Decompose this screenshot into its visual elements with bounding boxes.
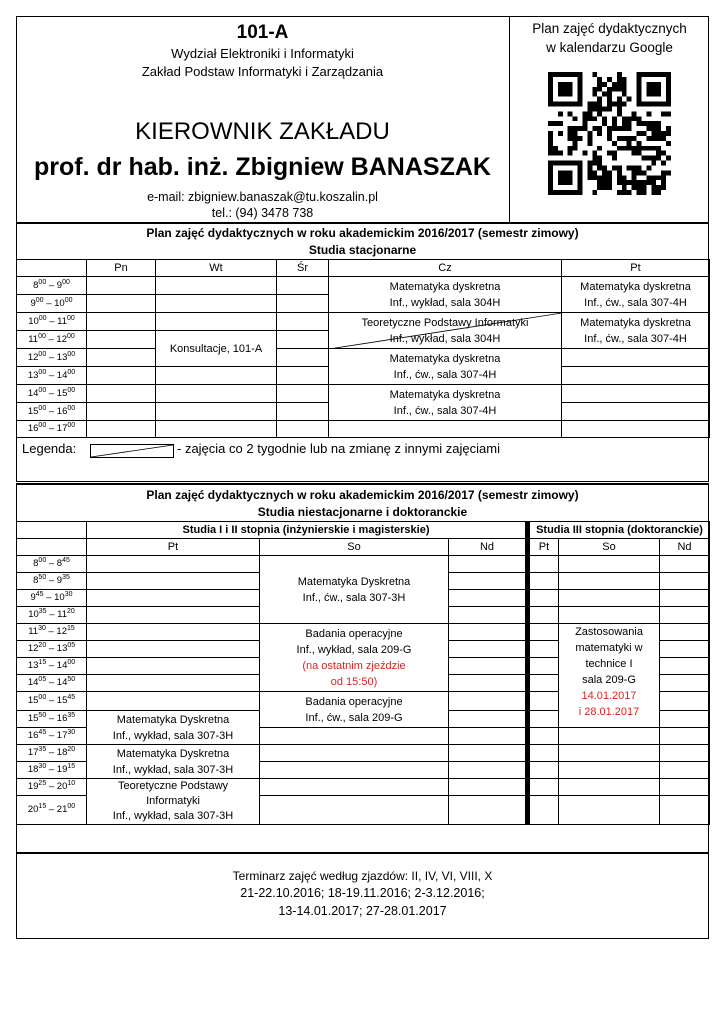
room-number: 101-A bbox=[236, 22, 289, 43]
empty-cell bbox=[87, 403, 156, 421]
empty-cell bbox=[449, 796, 526, 825]
empty-cell bbox=[87, 277, 156, 295]
time-slot: $11^{00} - 12^{00}$ bbox=[17, 331, 87, 349]
time-slot: $20^{15} - 21^{00}$ bbox=[17, 796, 87, 825]
empty-cell bbox=[449, 728, 526, 745]
empty-cell bbox=[260, 728, 449, 745]
empty-cell bbox=[559, 745, 660, 762]
time-slot: $15^{00} - 16^{00}$ bbox=[17, 403, 87, 421]
empty-cell bbox=[660, 573, 710, 590]
schedule-line2: 21-22.10.2016; 18-19.11.2016; 2-3.12.2016; bbox=[240, 886, 485, 900]
empty-cell bbox=[660, 658, 710, 675]
empty-cell bbox=[156, 403, 277, 421]
day-header: Pn bbox=[87, 260, 156, 277]
empty-cell bbox=[660, 728, 710, 745]
time-slot: $16^{00} - 17^{00}$ bbox=[17, 421, 87, 438]
empty-cell bbox=[156, 277, 277, 295]
empty-cell bbox=[277, 421, 329, 438]
class-cell: Matematyka dyskretna Inf., ćw., sala 307-4H bbox=[329, 385, 562, 421]
day-header: Nd bbox=[660, 539, 710, 556]
empty-cell bbox=[449, 745, 526, 762]
time-slot: $8^{00} - 8^{45}$ bbox=[17, 556, 87, 573]
empty-cell bbox=[449, 692, 526, 711]
day-header: Pt bbox=[87, 539, 260, 556]
parttime-title: Plan zajęć dydaktycznych w roku akademickim 2016/2017 (semestr zimowy) bbox=[146, 488, 579, 502]
time-slot: $10^{00} - 11^{00}$ bbox=[17, 313, 87, 331]
phd-class-cell: Zastosowania matematyki w technice I sala 209-G 14.01.2017 i 28.01.2017 bbox=[559, 624, 660, 728]
empty-cell bbox=[660, 607, 710, 624]
group-header-phd: Studia III stopnia (doktoranckie) bbox=[530, 522, 710, 539]
empty-cell bbox=[260, 796, 449, 825]
empty-cell bbox=[449, 624, 526, 641]
email: e-mail: zbigniew.banaszak@tu.koszalin.pl bbox=[147, 190, 378, 204]
class-cell: Teoretyczne Podstawy Informatyki Inf., wykład, sala 307-3H bbox=[87, 779, 260, 825]
empty-cell bbox=[87, 331, 156, 349]
empty-cell bbox=[156, 295, 277, 313]
empty-cell bbox=[449, 641, 526, 658]
empty-cell bbox=[562, 349, 710, 367]
time-slot: $15^{00} - 15^{45}$ bbox=[17, 692, 87, 711]
time-slot: $14^{05} - 14^{50}$ bbox=[17, 675, 87, 692]
empty-cell bbox=[260, 762, 449, 779]
corner-cell bbox=[17, 522, 87, 539]
empty-cell bbox=[660, 556, 710, 573]
empty-cell bbox=[87, 641, 260, 658]
empty-cell bbox=[660, 796, 710, 825]
class-cell: Matematyka Dyskretna Inf., ćw., sala 307-3H bbox=[260, 556, 449, 624]
empty-cell bbox=[530, 590, 559, 607]
time-slot: $9^{45} - 10^{30}$ bbox=[17, 590, 87, 607]
empty-cell bbox=[260, 779, 449, 796]
empty-cell bbox=[87, 313, 156, 331]
empty-cell bbox=[87, 675, 260, 692]
day-header: Śr bbox=[277, 260, 329, 277]
empty-cell bbox=[277, 367, 329, 385]
empty-cell bbox=[660, 745, 710, 762]
empty-cell bbox=[87, 624, 260, 641]
day-header: Pt bbox=[530, 539, 559, 556]
day-header: Nd bbox=[449, 539, 526, 556]
empty-cell bbox=[156, 313, 277, 331]
empty-cell bbox=[559, 762, 660, 779]
empty-cell bbox=[559, 796, 660, 825]
empty-cell bbox=[530, 675, 559, 692]
empty-cell bbox=[87, 367, 156, 385]
empty-cell bbox=[156, 385, 277, 403]
empty-cell bbox=[530, 573, 559, 590]
empty-cell bbox=[562, 367, 710, 385]
empty-cell bbox=[530, 556, 559, 573]
calendar-label-line1: Plan zajęć dydaktycznych bbox=[532, 21, 687, 36]
class-cell: Matematyka dyskretna Inf., ćw., sala 307-4H bbox=[329, 349, 562, 385]
empty-cell bbox=[87, 590, 260, 607]
department-name: Zakład Podstaw Informatyki i Zarządzania bbox=[141, 64, 384, 79]
empty-cell bbox=[562, 385, 710, 403]
time-slot: $19^{25} - 20^{10}$ bbox=[17, 779, 87, 796]
empty-cell bbox=[329, 421, 562, 438]
empty-cell bbox=[559, 573, 660, 590]
consultation-cell: Konsultacje, 101-A bbox=[156, 331, 277, 367]
day-header: Pt bbox=[562, 260, 710, 277]
time-slot: $13^{15} - 14^{00}$ bbox=[17, 658, 87, 675]
empty-cell bbox=[530, 692, 559, 711]
empty-cell bbox=[660, 762, 710, 779]
empty-cell bbox=[660, 779, 710, 796]
stationary-table bbox=[16, 259, 710, 438]
class-cell: Matematyka dyskretna Inf., ćw., sala 307-4H bbox=[562, 277, 710, 313]
biweekly-class-cell: Teoretyczne Podstawy Informatyki Inf., wykład, sala 304H bbox=[329, 313, 562, 349]
empty-cell bbox=[559, 779, 660, 796]
day-header: Cz bbox=[329, 260, 562, 277]
calendar-label-line2: w kalendarzu Google bbox=[546, 40, 673, 55]
group-header-undergrad: Studia I i II stopnia (inżynierskie i magisterskie) bbox=[87, 522, 526, 539]
time-slot: $8^{00} - 9^{00}$ bbox=[17, 277, 87, 295]
empty-cell bbox=[660, 692, 710, 711]
time-slot: $9^{00} - 10^{00}$ bbox=[17, 295, 87, 313]
empty-cell bbox=[156, 421, 277, 438]
class-cell: Badania operacyjne Inf., wykład, sala 209-G (na ostatnim zjeździe od 15:50) bbox=[260, 624, 449, 692]
class-cell: Matematyka Dyskretna Inf., wykład, sala 307-3H bbox=[87, 711, 260, 745]
empty-cell bbox=[530, 796, 559, 825]
time-slot: $12^{20} - 13^{05}$ bbox=[17, 641, 87, 658]
empty-cell bbox=[87, 692, 260, 711]
empty-cell bbox=[277, 385, 329, 403]
day-header: So bbox=[260, 539, 449, 556]
empty-cell bbox=[449, 779, 526, 796]
empty-cell bbox=[559, 728, 660, 745]
parttime-table bbox=[16, 521, 710, 825]
class-cell: Matematyka Dyskretna Inf., wykład, sala 307-3H bbox=[87, 745, 260, 779]
time-slot: $18^{30} - 19^{15}$ bbox=[17, 762, 87, 779]
parttime-subtitle: Studia niestacjonarne i doktoranckie bbox=[257, 505, 468, 519]
empty-cell bbox=[530, 728, 559, 745]
legend-swatch bbox=[90, 444, 174, 458]
time-slot: $12^{00} - 13^{00}$ bbox=[17, 349, 87, 367]
stationary-title: Plan zajęć dydaktycznych w roku akademickim 2016/2017 (semestr zimowy) bbox=[146, 226, 579, 240]
stationary-subtitle: Studia stacjonarne bbox=[308, 243, 417, 257]
legend-text: - zajęcia co 2 tygodnie lub na zmianę z innymi zajęciami bbox=[177, 441, 500, 456]
empty-cell bbox=[449, 675, 526, 692]
empty-cell bbox=[530, 641, 559, 658]
empty-cell bbox=[530, 624, 559, 641]
role-title: KIEROWNIK ZAKŁADU bbox=[135, 118, 390, 145]
time-slot: $11^{30} - 12^{15}$ bbox=[17, 624, 87, 641]
biweekly-marker bbox=[329, 313, 562, 349]
empty-cell bbox=[559, 556, 660, 573]
time-slot: $16^{45} - 17^{30}$ bbox=[17, 728, 87, 745]
empty-cell bbox=[449, 590, 526, 607]
empty-cell bbox=[449, 711, 526, 728]
empty-cell bbox=[530, 607, 559, 624]
empty-cell bbox=[277, 403, 329, 421]
empty-cell bbox=[87, 385, 156, 403]
empty-cell bbox=[530, 762, 559, 779]
empty-cell bbox=[156, 367, 277, 385]
legend-label: Legenda: bbox=[22, 441, 77, 456]
empty-cell bbox=[530, 711, 559, 728]
day-header: So bbox=[559, 539, 660, 556]
empty-cell bbox=[87, 573, 260, 590]
empty-cell bbox=[449, 658, 526, 675]
day-header: Wt bbox=[156, 260, 277, 277]
time-slot: $17^{35} - 18^{20}$ bbox=[17, 745, 87, 762]
time-slot: $8^{50} - 9^{35}$ bbox=[17, 573, 87, 590]
empty-cell bbox=[87, 421, 156, 438]
phone: tel.: (94) 3478 738 bbox=[211, 206, 314, 220]
time-slot: $13^{00} - 14^{00}$ bbox=[17, 367, 87, 385]
corner-cell bbox=[17, 260, 87, 277]
empty-cell bbox=[277, 277, 329, 295]
empty-cell bbox=[449, 573, 526, 590]
empty-cell bbox=[660, 675, 710, 692]
class-cell: Badania operacyjne Inf., ćw., sala 209-G bbox=[260, 692, 449, 728]
empty-cell bbox=[559, 607, 660, 624]
empty-cell bbox=[87, 658, 260, 675]
schedule-line3: 13-14.01.2017; 27-28.01.2017 bbox=[278, 904, 447, 918]
empty-cell bbox=[530, 658, 559, 675]
empty-cell bbox=[562, 421, 710, 438]
time-slot: $10^{35} - 11^{20}$ bbox=[17, 607, 87, 624]
class-cell: Matematyka dyskretna Inf., ćw., sala 307-4H bbox=[562, 313, 710, 349]
empty-cell bbox=[260, 745, 449, 762]
empty-cell bbox=[660, 641, 710, 658]
empty-cell bbox=[530, 779, 559, 796]
empty-cell bbox=[660, 624, 710, 641]
empty-cell bbox=[277, 349, 329, 367]
empty-cell bbox=[660, 711, 710, 728]
faculty-name: Wydział Elektroniki i Informatyki bbox=[171, 46, 354, 61]
empty-cell bbox=[87, 556, 260, 573]
empty-cell bbox=[87, 349, 156, 367]
empty-cell bbox=[277, 331, 329, 349]
time-slot: $15^{50} - 16^{35}$ bbox=[17, 711, 87, 728]
empty-cell bbox=[449, 556, 526, 573]
time-slot: $14^{00} - 15^{00}$ bbox=[17, 385, 87, 403]
schedule-line1: Terminarz zajęć według zjazdów: II, IV, VI, VIII, X bbox=[232, 869, 493, 883]
empty-cell bbox=[449, 607, 526, 624]
class-cell: Matematyka dyskretna Inf., wykład, sala 304H bbox=[329, 277, 562, 313]
empty-cell bbox=[277, 313, 329, 331]
empty-cell bbox=[87, 295, 156, 313]
empty-cell bbox=[277, 295, 329, 313]
empty-cell bbox=[559, 590, 660, 607]
empty-cell bbox=[562, 403, 710, 421]
empty-cell bbox=[449, 762, 526, 779]
stationary-day-header bbox=[17, 260, 710, 277]
qr-code-icon[interactable] bbox=[548, 72, 671, 195]
empty-cell bbox=[87, 607, 260, 624]
empty-cell bbox=[660, 590, 710, 607]
corner-cell bbox=[17, 539, 87, 556]
empty-cell bbox=[530, 745, 559, 762]
person-name: prof. dr hab. inż. Zbigniew BANASZAK bbox=[34, 153, 491, 181]
